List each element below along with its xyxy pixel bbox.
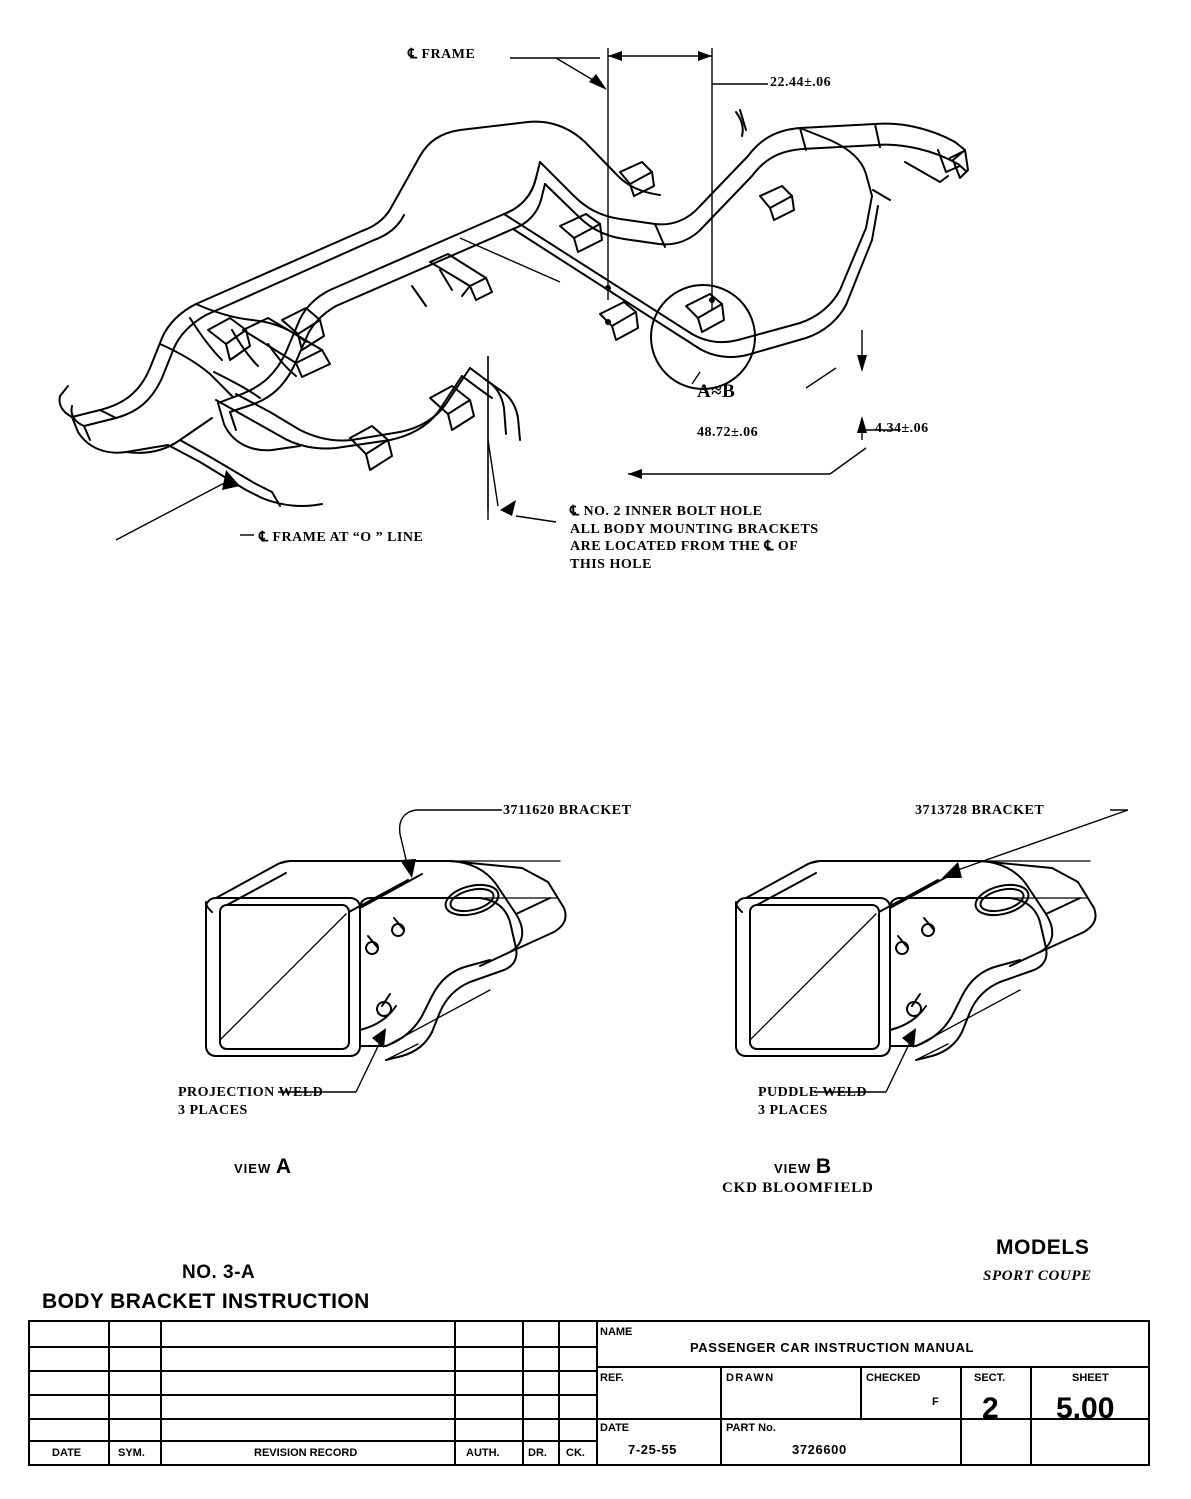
drawing-title: BODY BRACKET INSTRUCTION bbox=[42, 1290, 370, 1313]
sheet-label: SHEET bbox=[1072, 1372, 1109, 1384]
drawing-number: NO. 3-A bbox=[182, 1262, 256, 1283]
revision-dr-header: DR. bbox=[528, 1447, 547, 1459]
view-b-weld-note: PUDDLE WELD 3 PLACES bbox=[758, 1085, 868, 1118]
view-a-caption: VIEW A bbox=[234, 1155, 292, 1178]
dim-length-label: 48.72±.06 bbox=[697, 425, 759, 440]
revision-auth-header: AUTH. bbox=[466, 1447, 500, 1459]
title-block bbox=[28, 1320, 1150, 1466]
revision-record-header: REVISION RECORD bbox=[254, 1447, 358, 1459]
view-b-drawing bbox=[680, 790, 1191, 1210]
rule bbox=[860, 1366, 862, 1418]
view-b-caption: VIEW B bbox=[774, 1155, 832, 1178]
rule bbox=[30, 1346, 596, 1348]
view-b-bracket-label: 3713728 BRACKET bbox=[915, 803, 1045, 818]
rule bbox=[30, 1418, 596, 1420]
name-label: NAME bbox=[600, 1326, 633, 1338]
ref-label: REF. bbox=[600, 1372, 624, 1384]
revision-date-header: DATE bbox=[52, 1447, 82, 1459]
revision-sym-header: SYM. bbox=[118, 1447, 145, 1459]
rule bbox=[720, 1366, 722, 1418]
checked-value: F bbox=[932, 1396, 939, 1408]
dim-height-label: 4.34±.06 bbox=[875, 421, 929, 436]
cl-symbol: ℄ bbox=[408, 47, 418, 62]
view-a-weld-note: PROJECTION WELD 3 PLACES bbox=[178, 1085, 324, 1118]
part-label: PART No. bbox=[726, 1422, 776, 1434]
name-value: PASSENGER CAR INSTRUCTION MANUAL bbox=[690, 1340, 975, 1355]
rule bbox=[720, 1418, 722, 1464]
rule bbox=[1030, 1366, 1032, 1464]
drawn-label: DRAWN bbox=[726, 1372, 775, 1384]
model-name: SPORT COUPE bbox=[983, 1268, 1092, 1284]
part-value: 3726600 bbox=[792, 1442, 847, 1457]
rule bbox=[960, 1366, 962, 1464]
rule bbox=[160, 1322, 162, 1464]
rule bbox=[558, 1322, 560, 1464]
sheet-value: 5.00 bbox=[1056, 1392, 1115, 1425]
rule bbox=[30, 1440, 596, 1442]
sect-label: SECT. bbox=[974, 1372, 1006, 1384]
cl-frame-o-line-label: ℄ FRAME AT “O ” LINE bbox=[259, 530, 424, 545]
models-heading: MODELS bbox=[996, 1236, 1090, 1259]
rule bbox=[108, 1322, 110, 1464]
date-value: 7-25-55 bbox=[628, 1442, 678, 1457]
cl-frame-label: ℄ FRAME bbox=[408, 47, 476, 62]
rule bbox=[30, 1370, 596, 1372]
view-a-drawing bbox=[150, 790, 710, 1210]
sect-value: 2 bbox=[982, 1392, 999, 1425]
section-circle bbox=[651, 285, 755, 389]
rule bbox=[522, 1322, 524, 1464]
rule bbox=[454, 1322, 456, 1464]
section-ab-label: A≈B bbox=[697, 381, 736, 402]
rule bbox=[30, 1394, 596, 1396]
cl-symbol-2: ℄ bbox=[259, 530, 269, 545]
dim-width-label: 22.44±.06 bbox=[770, 75, 832, 90]
rule bbox=[596, 1322, 598, 1464]
view-a-bracket-label: 3711620 BRACKET bbox=[503, 803, 632, 818]
view-b-sub-caption: CKD BLOOMFIELD bbox=[722, 1180, 874, 1196]
checked-label: CHECKED bbox=[866, 1372, 921, 1384]
rule bbox=[596, 1366, 1150, 1368]
bolt-hole-note: ℄ NO. 2 INNER BOLT HOLE ALL BODY MOUNTING BRACKETS ARE LOCATED FROM THE ℄ OF THIS HOLE bbox=[570, 504, 819, 572]
date-label: DATE bbox=[600, 1422, 630, 1434]
revision-ck-header: CK. bbox=[566, 1447, 585, 1459]
